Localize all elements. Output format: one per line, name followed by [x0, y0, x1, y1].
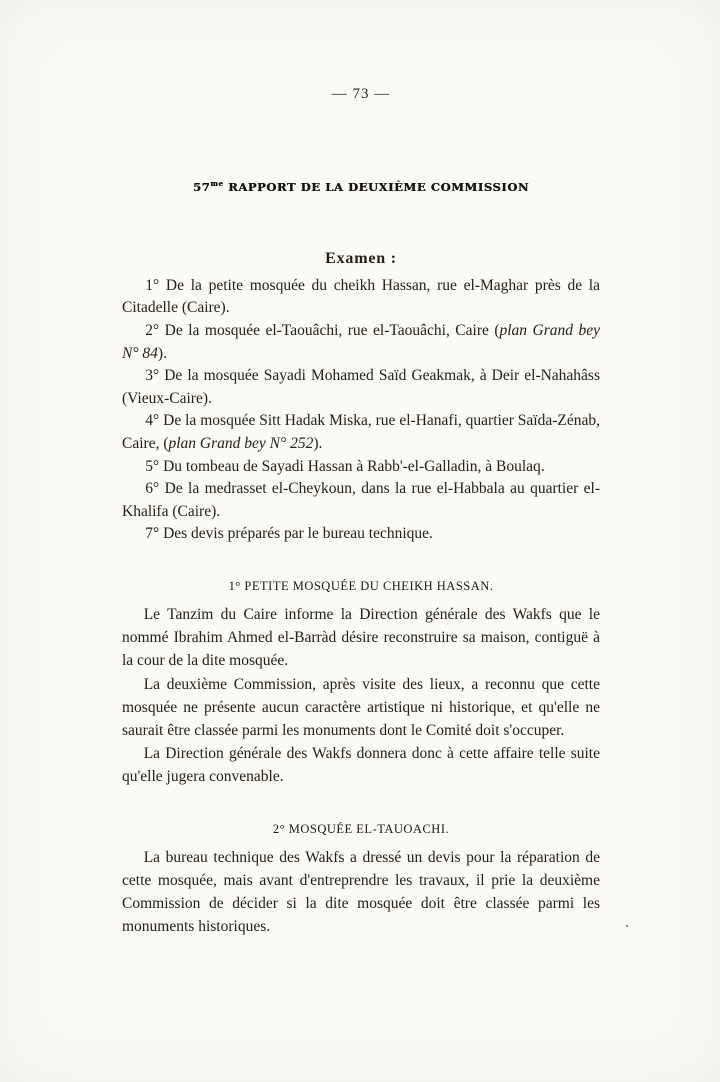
text-run: 57: [193, 179, 211, 194]
text-run: RAPPORT DE LA DEUXIÈME COMMISSION: [223, 179, 529, 194]
list-item: [122, 320, 600, 365]
list-item: [122, 275, 600, 320]
section-heading: 2° MOSQUÉE EL-TAUOACHI.: [272, 821, 450, 836]
examen-list: [122, 275, 600, 546]
text-run: me: [210, 179, 224, 188]
list-item: [122, 365, 600, 410]
report-sections: [122, 579, 600, 938]
ink-speck: [626, 925, 628, 927]
section-heading: 1° PETITE MOSQUÉE DU CHEIKH HASSAN.: [228, 578, 494, 593]
list-item: [122, 478, 600, 523]
paragraph: Le Tanzim du Caire informe la Direction générale des Wakfs que le nommé Ibrahim Ahmed el-Barràd désire reconstruire sa maison, contiguë à la cour de la dite mosquée.: [122, 605, 600, 670]
text-run: 4° De la mosquée Sitt Hadak Miska, rue el-Hanafi, quartier Saïda-Zénab, Caire, (: [122, 412, 600, 452]
page-number: — 73 —: [331, 86, 391, 102]
text-run: 1° De la petite mosquée du cheikh Hassan, rue el-Maghar près de la Citadelle (Caire).: [122, 276, 600, 317]
list-item: [122, 410, 600, 455]
text-run: ).: [157, 344, 167, 362]
text-run: ).: [313, 434, 323, 452]
section: [122, 822, 600, 939]
text-run: 3° De la mosquée Sayadi Mohamed Saïd Geakmak, à Deir el-Nahahâss (Vieux-Caire).: [122, 367, 600, 407]
list-item: [122, 523, 600, 546]
paragraph: La deuxième Commission, après visite des lieux, a reconnu que cette mosquée ne présente aucun caractère artistique ni historique, et qu'elle ne saurait être classée parmi les monuments dont le Comité doit s'occuper.: [122, 675, 600, 739]
text-run: 2° De la mosquée el-Taouâchi, rue el-Taouâchi, Caire (: [145, 322, 500, 340]
text-run: 5° Du tombeau de Sayadi Hassan à Rabb'-el-Galladin, à Boulaq.: [145, 457, 545, 475]
paragraph: La Direction générale des Wakfs donnera donc à cette affaire telle suite qu'elle jugera convenable.: [122, 745, 600, 786]
paragraph: La bureau technique des Wakfs a dressé un devis pour la réparation de cette mosquée, mais avant d'entreprendre les travaux, il prie la deuxième Commission de décider si la dite mosquée doit être classée parmi les monuments historiques.: [122, 848, 600, 936]
text-run: 7° Des devis préparés par le bureau technique.: [145, 525, 433, 543]
italic-text: plan Grand bey N° 84: [122, 322, 600, 362]
italic-text: plan Grand bey N° 252: [168, 434, 314, 452]
report-title: [122, 179, 600, 194]
section: [122, 579, 600, 789]
text-run: 6° De la medrasset el-Cheykoun, dans la rue el-Habbala au quartier el-Khalifa (Caire).: [122, 480, 600, 520]
examen-heading: Examen :: [325, 249, 397, 267]
list-item: [122, 456, 600, 479]
